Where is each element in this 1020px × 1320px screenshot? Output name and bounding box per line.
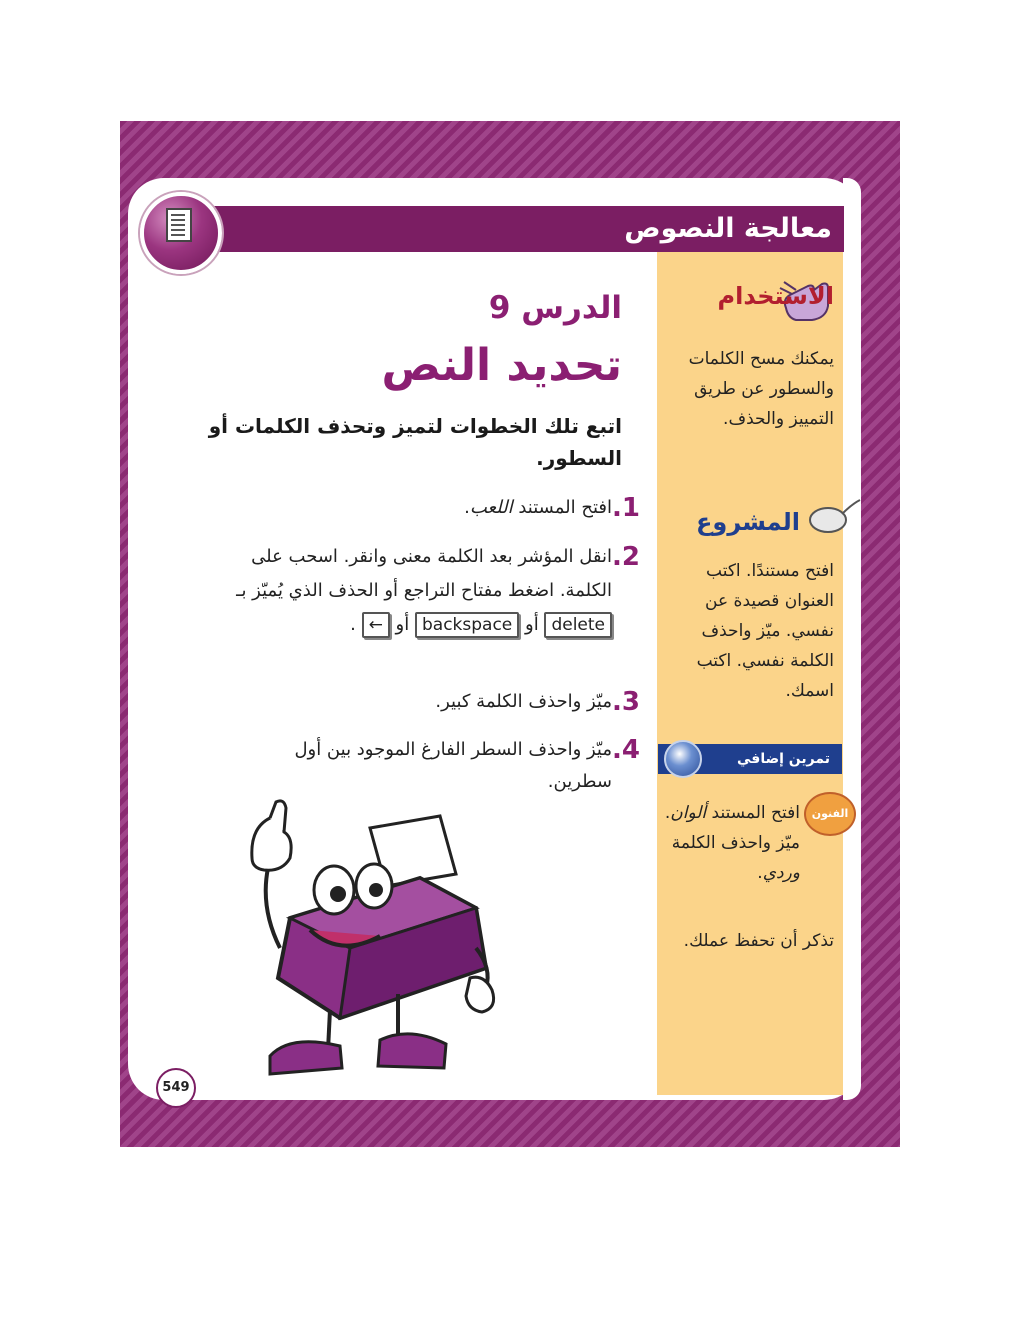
arts-badge: الفنون bbox=[804, 792, 856, 836]
extra-text-end: . bbox=[757, 863, 763, 883]
step-text: افتح المستند bbox=[512, 497, 612, 518]
step-number: 2. bbox=[612, 542, 640, 572]
ribbon-icon bbox=[664, 740, 702, 778]
project-title: المشروع bbox=[696, 508, 800, 536]
step-text: ميّز واحذف الكلمة كبير. bbox=[435, 691, 612, 712]
step-text: ميّز واحذف السطر الفارغ الموجود بين أول سطرين. bbox=[294, 739, 612, 792]
backspace-key: backspace bbox=[415, 612, 519, 638]
step-emphasis: اللعب bbox=[469, 497, 513, 518]
step-2 bbox=[232, 540, 640, 642]
extra-emphasis: وردي bbox=[762, 863, 800, 883]
extra-note: تذكر أن تحفظ عملك. bbox=[683, 931, 834, 951]
lesson-number: الدرس 9 bbox=[488, 290, 622, 326]
arrow-key: ← bbox=[362, 612, 390, 638]
or-text: أو bbox=[525, 614, 539, 635]
lesson-title: تحديد النص bbox=[381, 340, 622, 391]
step-number: 4. bbox=[612, 735, 640, 765]
step-text-end: . bbox=[350, 614, 356, 635]
lesson-intro: اتبع تلك الخطوات لتميز وتحذف الكلمات أو السطور. bbox=[208, 414, 622, 470]
extra-practice-label: تمرين إضافي bbox=[737, 751, 830, 767]
header-title: معالجة النصوص bbox=[624, 213, 832, 244]
sidebar-rail bbox=[843, 178, 861, 1100]
project-text: افتح مستندًا. اكتب العنوان قصيدة عن نفسي. ميّز واحذف الكلمة نفسي. اكتب اسمك. bbox=[696, 561, 834, 701]
step-number: 3. bbox=[612, 687, 640, 717]
page-number: 549 bbox=[156, 1068, 196, 1108]
step-1 bbox=[232, 492, 640, 524]
extra-text-middle: . ميّز واحذف الكلمة bbox=[664, 803, 800, 853]
usage-text: يمكنك مسح الكلمات والسطور عن طريق التمييز والحذف. bbox=[688, 349, 834, 429]
mouse-icon bbox=[806, 496, 862, 536]
step-text-end: . bbox=[464, 497, 470, 518]
delete-key: delete bbox=[544, 612, 612, 638]
document-icon bbox=[166, 208, 192, 242]
usage-title: الاستخدام bbox=[717, 282, 834, 310]
or-text: أو bbox=[395, 614, 410, 635]
extra-text bbox=[650, 798, 800, 888]
step-3 bbox=[232, 686, 640, 718]
step-number: 1. bbox=[612, 493, 640, 523]
extra-emphasis: ألوان bbox=[670, 803, 707, 823]
step-4 bbox=[232, 734, 640, 798]
printer-mascot-illustration bbox=[230, 798, 500, 1088]
step-text: انقل المؤشر بعد الكلمة معنى وانقر. اسحب على الكلمة. اضغط مفتاح التراجع أو الحذف الذي يُميّز بـ bbox=[236, 546, 612, 601]
extra-text-start: افتح المستند bbox=[706, 803, 800, 823]
